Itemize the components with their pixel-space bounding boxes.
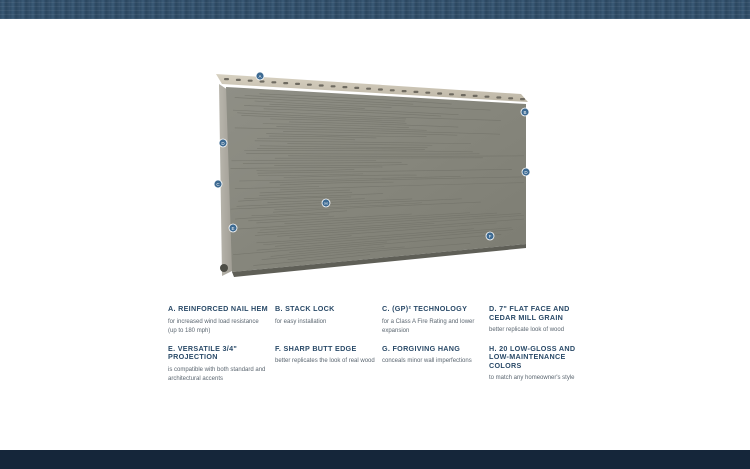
svg-text:E: E (231, 226, 235, 231)
feature-item (489, 305, 589, 337)
feature-item (168, 305, 268, 337)
nail-slot (366, 88, 371, 90)
marker-d-right-callout (522, 168, 530, 176)
nail-slot (283, 82, 288, 84)
nail-slot (520, 98, 525, 100)
top-decorative-band (0, 0, 750, 19)
nail-slot (390, 89, 395, 91)
nail-slot (248, 80, 253, 82)
feature-description: to match any homeowner's style (489, 375, 575, 381)
feature-description: for easy installation (275, 318, 327, 325)
nail-slot (331, 85, 336, 87)
svg-text:D: D (221, 141, 225, 146)
marker-f-callout (486, 232, 494, 240)
feature-description: better replicate look of wood (489, 327, 565, 333)
feature-list (168, 305, 588, 385)
svg-text:H: H (324, 201, 328, 206)
nail-slot (413, 91, 418, 93)
nail-slot (484, 96, 489, 98)
marker-d-left-callout (219, 139, 227, 147)
nail-slot (295, 83, 300, 85)
svg-text:F: F (488, 234, 492, 239)
feature-title: B. STACK LOCK (275, 304, 335, 313)
feature-title: A. REINFORCED NAIL HEM (168, 304, 268, 313)
marker-b-callout (521, 108, 529, 116)
svg-text:D: D (524, 170, 528, 175)
nail-slot (425, 92, 430, 94)
siding-diagram (176, 54, 576, 286)
feature-item (489, 345, 589, 385)
nail-slot (260, 80, 265, 82)
marker-a-callout (256, 72, 264, 80)
feature-item (275, 345, 375, 385)
feature-title: H. 20 LOW-GLOSS AND LOW-MAINTENANCE COLORS (489, 343, 576, 370)
nail-slot (271, 81, 276, 83)
nail-slot (437, 92, 442, 94)
nail-slot (508, 97, 513, 99)
nail-slot (402, 90, 407, 92)
nail-slot (378, 88, 383, 90)
nail-slot (496, 96, 501, 98)
nail-slot (473, 95, 478, 97)
feature-item (168, 345, 268, 385)
feature-item (382, 305, 482, 337)
nail-slot (236, 79, 241, 81)
bottom-footer-band (0, 450, 750, 469)
feature-title: D. 7" FLAT FACE AND CEDAR MILL GRAIN (489, 304, 570, 322)
nail-slot (319, 84, 324, 86)
svg-text:B: B (523, 110, 527, 115)
feature-title: F. SHARP BUTT EDGE (275, 343, 357, 353)
nail-slot (449, 93, 454, 95)
feature-item (275, 305, 375, 337)
feature-description: is compatible with both standard and architectural accents (168, 366, 266, 382)
feature-title: G. FORGIVING HANG (382, 343, 461, 353)
marker-c-callout (214, 180, 222, 188)
feature-description: better replicates the look of real wood (275, 358, 375, 364)
nail-slot (354, 87, 359, 89)
bottom-lock-curl (220, 264, 228, 272)
feature-title: C. (GP)² TECHNOLOGY (382, 304, 468, 313)
marker-h-callout (322, 199, 330, 207)
feature-description: for a Class A Fire Rating and lower expansion (382, 318, 475, 334)
feature-description: for increased wind load resistance (up to 180 mph) (168, 318, 259, 334)
feature-title: E. VERSATILE 3/4" PROJECTION (168, 343, 238, 361)
siding-product-illustration (176, 54, 576, 286)
feature-item (382, 345, 482, 385)
nail-slot (307, 84, 312, 86)
marker-e-callout (229, 224, 237, 232)
nail-slot (224, 78, 229, 80)
nail-slot (342, 86, 347, 88)
svg-text:C: C (216, 182, 220, 187)
nail-slot (461, 94, 466, 96)
feature-description: conceals minor wall imperfections (382, 358, 472, 364)
svg-text:A: A (258, 74, 262, 79)
